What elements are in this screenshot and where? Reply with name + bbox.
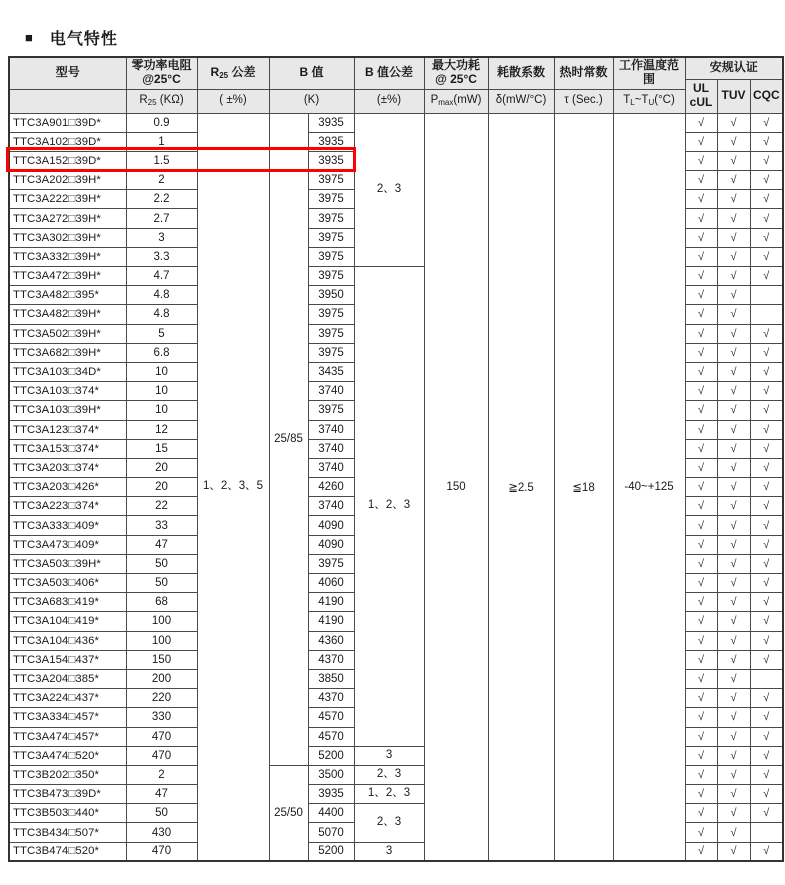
cert-cqc-cell: √	[750, 804, 783, 823]
b-value-cell: 3435	[308, 362, 354, 381]
model-cell: TTC3A272□39H*	[9, 209, 126, 228]
cert-cqc-cell: √	[750, 267, 783, 286]
cert-cqc-cell: √	[750, 151, 783, 170]
cert-tuv-cell: √	[717, 324, 750, 343]
cert-tuv-cell: √	[717, 209, 750, 228]
b-value-cell: 4570	[308, 727, 354, 746]
cert-cqc-cell: √	[750, 631, 783, 650]
cert-cqc-cell: √	[750, 593, 783, 612]
model-cell: TTC3A503□39H*	[9, 554, 126, 573]
cert-cqc-cell: √	[750, 343, 783, 362]
cert-ulcul-cell: √	[685, 439, 717, 458]
subheader-pmax-unit: $P_{max}(mW)$	[424, 89, 488, 113]
cert-cqc-cell: √	[750, 574, 783, 593]
cert-ulcul-cell: √	[685, 574, 717, 593]
cert-cqc-cell	[750, 669, 783, 688]
cert-cqc-cell: √	[750, 516, 783, 535]
cert-cqc-cell: √	[750, 727, 783, 746]
subheader-b-unit: (K)	[269, 89, 354, 113]
r25-value-cell: 470	[126, 746, 197, 765]
cert-ulcul-cell: √	[685, 823, 717, 842]
model-cell: TTC3A474□457*	[9, 727, 126, 746]
cert-cqc-cell: √	[750, 190, 783, 209]
col-header-operating-temp-range: 工作温度范围	[613, 57, 685, 89]
cert-ulcul-cell: √	[685, 708, 717, 727]
cert-ulcul-cell: √	[685, 554, 717, 573]
cert-ulcul-cell: √	[685, 669, 717, 688]
cert-ulcul-cell: √	[685, 267, 717, 286]
cert-cqc-cell: √	[750, 247, 783, 266]
cert-cqc-cell: √	[750, 209, 783, 228]
cert-cqc-cell: √	[750, 785, 783, 804]
model-cell: TTC3A203□426*	[9, 478, 126, 497]
r25-value-cell: 2	[126, 765, 197, 784]
cert-tuv-cell: √	[717, 554, 750, 573]
r25-value-cell: 3	[126, 228, 197, 247]
cert-tuv-cell: √	[717, 458, 750, 477]
r25-value-cell: 50	[126, 574, 197, 593]
b-tolerance-cell: 3	[354, 842, 424, 861]
model-cell: TTC3A104□419*	[9, 612, 126, 631]
cert-cqc-cell: √	[750, 439, 783, 458]
cert-cqc-cell: √	[750, 228, 783, 247]
model-cell: TTC3A204□385*	[9, 669, 126, 688]
subheader-r25-unit: $R_{25}$ (KΩ)	[126, 89, 197, 113]
section-title-text: 电气特性	[49, 31, 118, 48]
b-value-cell: 4090	[308, 516, 354, 535]
cert-ulcul-cell: √	[685, 746, 717, 765]
model-cell: TTC3A472□39H*	[9, 267, 126, 286]
cert-ulcul-cell: √	[685, 497, 717, 516]
cert-ulcul-cell: √	[685, 804, 717, 823]
subheader-r25-tol-unit: ( ±%)	[197, 89, 269, 113]
r25-value-cell: 3.3	[126, 247, 197, 266]
subheader-temp-range-unit: $T_L\sim T_U(^\circ C)$	[613, 89, 685, 113]
cert-ulcul-cell: √	[685, 171, 717, 190]
model-cell: TTC3B503□440*	[9, 804, 126, 823]
b-value-cell: 4570	[308, 708, 354, 727]
cert-cqc-cell: √	[750, 113, 783, 132]
model-cell: TTC3A102□39D*	[9, 132, 126, 151]
model-cell: TTC3A223□374*	[9, 497, 126, 516]
b-value-cell: 5200	[308, 746, 354, 765]
b-tolerance-cell: 2、3	[354, 804, 424, 842]
cert-ulcul-cell: √	[685, 612, 717, 631]
b-value-cell: 3975	[308, 171, 354, 190]
cert-tuv-cell: √	[717, 574, 750, 593]
model-cell: TTC3A152□39D*	[9, 151, 126, 170]
r25-value-cell: 22	[126, 497, 197, 516]
cert-ulcul-cell: √	[685, 132, 717, 151]
cert-tuv-cell: √	[717, 746, 750, 765]
b-value-cell: 3975	[308, 190, 354, 209]
cert-ulcul-cell: √	[685, 765, 717, 784]
cert-cqc-cell: √	[750, 612, 783, 631]
cert-tuv-cell: √	[717, 151, 750, 170]
r25-value-cell: 330	[126, 708, 197, 727]
b-value-cell: 3950	[308, 286, 354, 305]
b-value-cell: 3935	[308, 132, 354, 151]
model-cell: TTC3A203□374*	[9, 458, 126, 477]
r25-value-cell: 470	[126, 842, 197, 861]
r25-value-cell: 150	[126, 650, 197, 669]
cert-cqc-cell: √	[750, 554, 783, 573]
r25-value-cell: 10	[126, 362, 197, 381]
b-value-cell: 4060	[308, 574, 354, 593]
model-cell: TTC3A482□39H*	[9, 305, 126, 324]
r25-value-cell: 15	[126, 439, 197, 458]
model-cell: TTC3A202□39H*	[9, 171, 126, 190]
cert-tuv-cell: √	[717, 650, 750, 669]
cert-ulcul-cell: √	[685, 382, 717, 401]
r25-value-cell: 2.7	[126, 209, 197, 228]
cert-ulcul-cell: √	[685, 689, 717, 708]
cert-ulcul-cell: √	[685, 209, 717, 228]
cert-cqc-cell: √	[750, 420, 783, 439]
cert-cqc-cell: √	[750, 535, 783, 554]
r25-value-cell: 10	[126, 401, 197, 420]
b-value-cell: 3740	[308, 497, 354, 516]
section-title	[25, 26, 118, 49]
model-cell: TTC3A224□437*	[9, 689, 126, 708]
b-tolerance-cell: 2、3	[354, 113, 424, 267]
cert-tuv-cell: √	[717, 478, 750, 497]
cert-tuv-cell: √	[717, 535, 750, 554]
subheader-b-tol-unit: (±%)	[354, 89, 424, 113]
b-tolerance-cell: 1、2、3	[354, 785, 424, 804]
col-header-zero-power-resistance: 零功率电阻 @25°C	[126, 57, 197, 89]
cert-cqc-cell: √	[750, 765, 783, 784]
cert-cqc-cell: √	[750, 842, 783, 861]
r25-value-cell: 470	[126, 727, 197, 746]
b-value-cell: 3975	[308, 305, 354, 324]
r25-value-cell: 20	[126, 478, 197, 497]
cert-ulcul-cell: √	[685, 650, 717, 669]
model-cell: TTC3A302□39H*	[9, 228, 126, 247]
cert-ulcul-cell: √	[685, 305, 717, 324]
cert-ulcul-cell: √	[685, 362, 717, 381]
subheader-thermal-unit: τ (Sec.)	[554, 89, 613, 113]
cert-ulcul-cell: √	[685, 785, 717, 804]
cert-tuv-cell: √	[717, 842, 750, 861]
header-row-top	[9, 57, 783, 79]
model-cell: TTC3A103□34D*	[9, 362, 126, 381]
cert-tuv-cell: √	[717, 132, 750, 151]
model-cell: TTC3B202□350*	[9, 765, 126, 784]
cert-ulcul-cell: √	[685, 401, 717, 420]
subheader-dissipation-unit: δ(mW/°C)	[488, 89, 554, 113]
section-bullet-icon: ■	[25, 30, 33, 45]
r25-value-cell: 4.8	[126, 286, 197, 305]
b-value-cell: 3935	[308, 785, 354, 804]
model-cell: TTC3A473□409*	[9, 535, 126, 554]
model-cell: TTC3A104□436*	[9, 631, 126, 650]
model-cell: TTC3A103□39H*	[9, 401, 126, 420]
cert-cqc-cell: √	[750, 708, 783, 727]
model-cell: TTC3A154□437*	[9, 650, 126, 669]
cert-ulcul-cell: √	[685, 478, 717, 497]
cert-col-tuv: TUV	[717, 79, 750, 113]
r25-value-cell: 68	[126, 593, 197, 612]
cert-tuv-cell: √	[717, 727, 750, 746]
b-value-cell: 4190	[308, 593, 354, 612]
cert-cqc-cell: √	[750, 650, 783, 669]
model-cell: TTC3B434□507*	[9, 823, 126, 842]
r25-value-cell: 0.9	[126, 113, 197, 132]
r25-value-cell: 100	[126, 612, 197, 631]
cert-tuv-cell: √	[717, 382, 750, 401]
cert-ulcul-cell: √	[685, 535, 717, 554]
cert-cqc-cell: √	[750, 689, 783, 708]
cert-tuv-cell: √	[717, 343, 750, 362]
cert-cqc-cell: √	[750, 132, 783, 151]
cert-cqc-cell	[750, 823, 783, 842]
cert-cqc-cell: √	[750, 362, 783, 381]
cert-cqc-cell	[750, 305, 783, 324]
b-value-cell: 3935	[308, 151, 354, 170]
model-cell: TTC3A333□409*	[9, 516, 126, 535]
cert-cqc-cell: √	[750, 497, 783, 516]
r25-value-cell: 47	[126, 535, 197, 554]
r25-value-cell: 430	[126, 823, 197, 842]
r25-value-cell: 10	[126, 382, 197, 401]
cert-tuv-cell: √	[717, 765, 750, 784]
cert-tuv-cell: √	[717, 401, 750, 420]
cert-tuv-cell: √	[717, 439, 750, 458]
cert-ulcul-cell: √	[685, 516, 717, 535]
cert-tuv-cell: √	[717, 785, 750, 804]
cert-cqc-cell: √	[750, 171, 783, 190]
cert-cqc-cell: √	[750, 382, 783, 401]
b-value-cell: 4370	[308, 650, 354, 669]
electrical-characteristics-table	[8, 56, 784, 862]
thermal-time-cell: ≦18	[554, 113, 613, 861]
temp-range-cell: -40~+125	[613, 113, 685, 861]
cert-tuv-cell: √	[717, 171, 750, 190]
cert-cqc-cell: √	[750, 746, 783, 765]
cert-cqc-cell: √	[750, 401, 783, 420]
cert-tuv-cell: √	[717, 804, 750, 823]
cert-tuv-cell: √	[717, 113, 750, 132]
col-header-max-power: 最大功耗 @ 25°C	[424, 57, 488, 89]
cert-ulcul-cell: √	[685, 631, 717, 650]
cert-tuv-cell: √	[717, 267, 750, 286]
b-value-cell: 3975	[308, 209, 354, 228]
cert-col-ul-cul: UL cUL	[685, 79, 717, 113]
cert-ulcul-cell: √	[685, 593, 717, 612]
model-cell: TTC3A332□39H*	[9, 247, 126, 266]
header-row-units	[9, 89, 783, 113]
b-value-cell: 3740	[308, 439, 354, 458]
cert-ulcul-cell: √	[685, 286, 717, 305]
cert-tuv-cell: √	[717, 190, 750, 209]
r25-value-cell: 1.5	[126, 151, 197, 170]
cert-ulcul-cell: √	[685, 458, 717, 477]
b-tolerance-cell: 2、3	[354, 765, 424, 784]
b-value-cell: 3850	[308, 669, 354, 688]
b-value-cell: 3975	[308, 247, 354, 266]
r25-value-cell: 220	[126, 689, 197, 708]
cert-tuv-cell: √	[717, 362, 750, 381]
b-value-cell: 3740	[308, 382, 354, 401]
r25-value-cell: 12	[126, 420, 197, 439]
cert-ulcul-cell: √	[685, 151, 717, 170]
col-header-model: 型号	[9, 57, 126, 89]
cert-tuv-cell: √	[717, 286, 750, 305]
model-cell: TTC3B473□39D*	[9, 785, 126, 804]
cert-tuv-cell: √	[717, 305, 750, 324]
col-header-b-tolerance: B 值公差	[354, 57, 424, 89]
cert-ulcul-cell: √	[685, 190, 717, 209]
model-cell: TTC3A474□520*	[9, 746, 126, 765]
b-value-cell: 4190	[308, 612, 354, 631]
r25-value-cell: 4.8	[126, 305, 197, 324]
col-header-r25-tolerance: $R_{25}$ 公差	[197, 57, 269, 89]
cert-tuv-cell: √	[717, 823, 750, 842]
cert-tuv-cell: √	[717, 708, 750, 727]
subheader-model-empty	[9, 89, 126, 113]
r25-value-cell: 33	[126, 516, 197, 535]
b-value-cell: 4090	[308, 535, 354, 554]
b-value-cell: 3975	[308, 228, 354, 247]
cert-col-cqc: CQC	[750, 79, 783, 113]
r25-value-cell: 100	[126, 631, 197, 650]
b-value-cell: 3500	[308, 765, 354, 784]
cert-cqc-cell	[750, 286, 783, 305]
r25-value-cell: 2.2	[126, 190, 197, 209]
cert-tuv-cell: √	[717, 497, 750, 516]
cert-ulcul-cell: √	[685, 420, 717, 439]
b-tolerance-cell: 1、2、3	[354, 267, 424, 747]
b-value-cell: 3975	[308, 343, 354, 362]
b-value-cell: 3740	[308, 458, 354, 477]
model-cell: TTC3A123□374*	[9, 420, 126, 439]
model-cell: TTC3A682□39H*	[9, 343, 126, 362]
cert-ulcul-cell: √	[685, 324, 717, 343]
r25-value-cell: 2	[126, 171, 197, 190]
cert-ulcul-cell: √	[685, 113, 717, 132]
cert-tuv-cell: √	[717, 516, 750, 535]
model-cell: TTC3A103□374*	[9, 382, 126, 401]
col-header-b-value: B 值	[269, 57, 354, 89]
model-cell: TTC3A901□39D*	[9, 113, 126, 132]
col-header-dissipation-factor: 耗散系数	[488, 57, 554, 89]
cert-ulcul-cell: √	[685, 247, 717, 266]
cert-tuv-cell: √	[717, 593, 750, 612]
r25-tolerance-cell: 1、2、3、5	[197, 113, 269, 861]
b-value-cell: 3975	[308, 401, 354, 420]
b-ratio-cell: 25/85	[269, 113, 308, 765]
cert-tuv-cell: √	[717, 689, 750, 708]
model-cell: TTC3A222□39H*	[9, 190, 126, 209]
r25-value-cell: 1	[126, 132, 197, 151]
r25-value-cell: 50	[126, 804, 197, 823]
r25-value-cell: 50	[126, 554, 197, 573]
b-value-cell: 4360	[308, 631, 354, 650]
cert-cqc-cell: √	[750, 478, 783, 497]
cert-tuv-cell: √	[717, 228, 750, 247]
r25-value-cell: 47	[126, 785, 197, 804]
r25-value-cell: 4.7	[126, 267, 197, 286]
r25-value-cell: 5	[126, 324, 197, 343]
model-cell: TTC3A482□395*	[9, 286, 126, 305]
b-ratio-cell: 25/50	[269, 765, 308, 861]
cert-ulcul-cell: √	[685, 842, 717, 861]
col-header-thermal-time-constant: 热时常数	[554, 57, 613, 89]
pmax-cell: 150	[424, 113, 488, 861]
cert-tuv-cell: √	[717, 247, 750, 266]
model-cell: TTC3A503□406*	[9, 574, 126, 593]
cert-ulcul-cell: √	[685, 727, 717, 746]
cert-ulcul-cell: √	[685, 228, 717, 247]
b-value-cell: 3975	[308, 324, 354, 343]
r25-value-cell: 200	[126, 669, 197, 688]
model-cell: TTC3A683□419*	[9, 593, 126, 612]
cert-ulcul-cell: √	[685, 343, 717, 362]
b-value-cell: 4400	[308, 804, 354, 823]
r25-value-cell: 20	[126, 458, 197, 477]
model-cell: TTC3A334□457*	[9, 708, 126, 727]
model-cell: TTC3A502□39H*	[9, 324, 126, 343]
table-row	[9, 113, 783, 132]
b-value-cell: 4260	[308, 478, 354, 497]
cert-tuv-cell: √	[717, 612, 750, 631]
b-value-cell: 3935	[308, 113, 354, 132]
b-value-cell: 3740	[308, 420, 354, 439]
col-header-safety-certifications: 安规认证	[685, 57, 783, 79]
model-cell: TTC3B474□520*	[9, 842, 126, 861]
cert-cqc-cell: √	[750, 324, 783, 343]
cert-cqc-cell: √	[750, 458, 783, 477]
model-cell: TTC3A153□374*	[9, 439, 126, 458]
cert-tuv-cell: √	[717, 669, 750, 688]
r25-value-cell: 6.8	[126, 343, 197, 362]
b-value-cell: 5070	[308, 823, 354, 842]
dissipation-cell: ≧2.5	[488, 113, 554, 861]
b-value-cell: 3975	[308, 554, 354, 573]
b-tolerance-cell: 3	[354, 746, 424, 765]
cert-tuv-cell: √	[717, 631, 750, 650]
cert-tuv-cell: √	[717, 420, 750, 439]
b-value-cell: 3975	[308, 267, 354, 286]
b-value-cell: 4370	[308, 689, 354, 708]
b-value-cell: 5200	[308, 842, 354, 861]
